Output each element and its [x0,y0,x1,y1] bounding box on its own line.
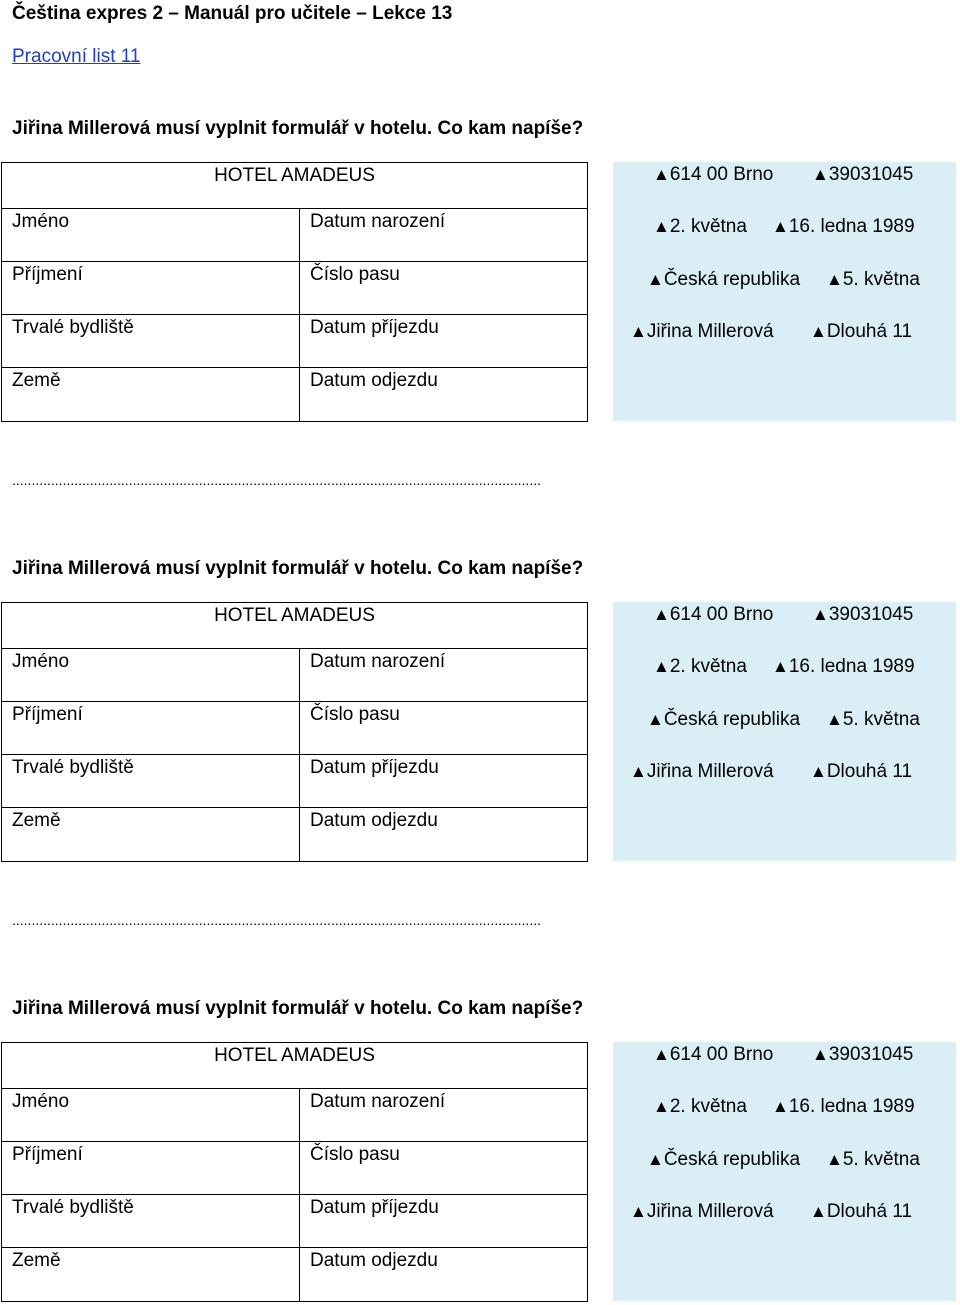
answer-item[interactable]: ▲5. května [826,709,920,730]
triangle-up-icon: ▲ [810,322,827,341]
triangle-up-icon: ▲ [810,762,827,781]
form-label-first-name[interactable]: Jméno [2,209,300,262]
form-label-arrival-date[interactable]: Datum příjezdu [300,1195,588,1248]
form-label-first-name[interactable]: Jméno [2,649,300,702]
triangle-up-icon: ▲ [647,270,664,289]
triangle-up-icon: ▲ [653,1097,670,1116]
answer-item[interactable]: ▲Česká republika [647,1149,801,1170]
answer-item[interactable]: ▲Jiřina Millerová [630,761,774,782]
answer-item[interactable]: ▲16. ledna 1989 [772,656,915,677]
answer-item[interactable]: ▲2. května [653,1096,747,1117]
form-label-surname[interactable]: Příjmení [2,1142,300,1195]
triangle-up-icon: ▲ [826,710,843,729]
answer-item[interactable]: ▲39031045 [812,164,914,185]
form-label-surname[interactable]: Příjmení [2,262,300,315]
form-label-permanent-address[interactable]: Trvalé bydliště [2,755,300,808]
answer-box [613,602,956,861]
triangle-up-icon: ▲ [826,1150,843,1169]
exercise-question: Jiřina Millerová musí vyplnit formulář v hotelu. Co kam napíše? [12,998,584,1019]
hotel-form [1,162,588,422]
triangle-up-icon: ▲ [653,657,670,676]
answer-item[interactable]: ▲614 00 Brno [653,1044,774,1065]
answer-item[interactable]: ▲5. května [826,1149,920,1170]
triangle-up-icon: ▲ [810,1202,827,1221]
triangle-up-icon: ▲ [812,605,829,624]
hotel-name: HOTEL AMADEUS [2,163,588,209]
answer-item[interactable]: ▲2. května [653,216,747,237]
form-label-departure-date[interactable]: Datum odjezdu [300,368,588,422]
worksheet-link[interactable]: Pracovní list 11 [12,46,141,67]
exercise-question: Jiřina Millerová musí vyplnit formulář v hotelu. Co kam napíše? [12,558,584,579]
answer-item[interactable]: ▲Dlouhá 11 [810,761,913,782]
answer-item[interactable]: ▲614 00 Brno [653,164,774,185]
exercise-question: Jiřina Millerová musí vyplnit formulář v hotelu. Co kam napíše? [12,118,584,139]
triangle-up-icon: ▲ [653,605,670,624]
form-label-country[interactable]: Země [2,1248,300,1302]
form-label-departure-date[interactable]: Datum odjezdu [300,808,588,862]
answer-box [613,162,956,421]
answer-item[interactable]: ▲Jiřina Millerová [630,321,774,342]
triangle-up-icon: ▲ [653,165,670,184]
form-label-arrival-date[interactable]: Datum příjezdu [300,315,588,368]
form-label-passport-number[interactable]: Číslo pasu [300,262,588,315]
form-label-passport-number[interactable]: Číslo pasu [300,702,588,755]
form-label-permanent-address[interactable]: Trvalé bydliště [2,1195,300,1248]
triangle-up-icon: ▲ [772,1097,789,1116]
triangle-up-icon: ▲ [630,322,647,341]
form-label-arrival-date[interactable]: Datum příjezdu [300,755,588,808]
answer-box [613,1042,956,1301]
form-label-first-name[interactable]: Jméno [2,1089,300,1142]
answer-item[interactable]: ▲Dlouhá 11 [810,1201,913,1222]
answer-item[interactable]: ▲39031045 [812,604,914,625]
form-label-country[interactable]: Země [2,808,300,862]
answer-line[interactable]: ........................................................................................................................................ [12,912,541,928]
triangle-up-icon: ▲ [653,1045,670,1064]
hotel-name: HOTEL AMADEUS [2,603,588,649]
form-label-surname[interactable]: Příjmení [2,702,300,755]
answer-item[interactable]: ▲39031045 [812,1044,914,1065]
page-title: Čeština expres 2 – Manuál pro učitele – Lekce 13 [12,3,453,24]
answer-item[interactable]: ▲16. ledna 1989 [772,1096,915,1117]
triangle-up-icon: ▲ [812,165,829,184]
triangle-up-icon: ▲ [826,270,843,289]
triangle-up-icon: ▲ [647,710,664,729]
triangle-up-icon: ▲ [630,762,647,781]
answer-item[interactable]: ▲Jiřina Millerová [630,1201,774,1222]
triangle-up-icon: ▲ [772,217,789,236]
answer-item[interactable]: ▲614 00 Brno [653,604,774,625]
triangle-up-icon: ▲ [647,1150,664,1169]
hotel-name: HOTEL AMADEUS [2,1043,588,1089]
form-label-country[interactable]: Země [2,368,300,422]
answer-item[interactable]: ▲Česká republika [647,709,801,730]
answer-item[interactable]: ▲5. května [826,269,920,290]
triangle-up-icon: ▲ [812,1045,829,1064]
form-label-passport-number[interactable]: Číslo pasu [300,1142,588,1195]
form-label-permanent-address[interactable]: Trvalé bydliště [2,315,300,368]
answer-item[interactable]: ▲Dlouhá 11 [810,321,913,342]
answer-item[interactable]: ▲16. ledna 1989 [772,216,915,237]
form-label-birth-date[interactable]: Datum narození [300,649,588,702]
triangle-up-icon: ▲ [772,657,789,676]
form-label-birth-date[interactable]: Datum narození [300,1089,588,1142]
form-label-birth-date[interactable]: Datum narození [300,209,588,262]
triangle-up-icon: ▲ [653,217,670,236]
answer-item[interactable]: ▲2. května [653,656,747,677]
hotel-form [1,602,588,862]
answer-item[interactable]: ▲Česká republika [647,269,801,290]
hotel-form [1,1042,588,1302]
form-label-departure-date[interactable]: Datum odjezdu [300,1248,588,1302]
triangle-up-icon: ▲ [630,1202,647,1221]
answer-line[interactable]: ........................................................................................................................................ [12,472,541,488]
